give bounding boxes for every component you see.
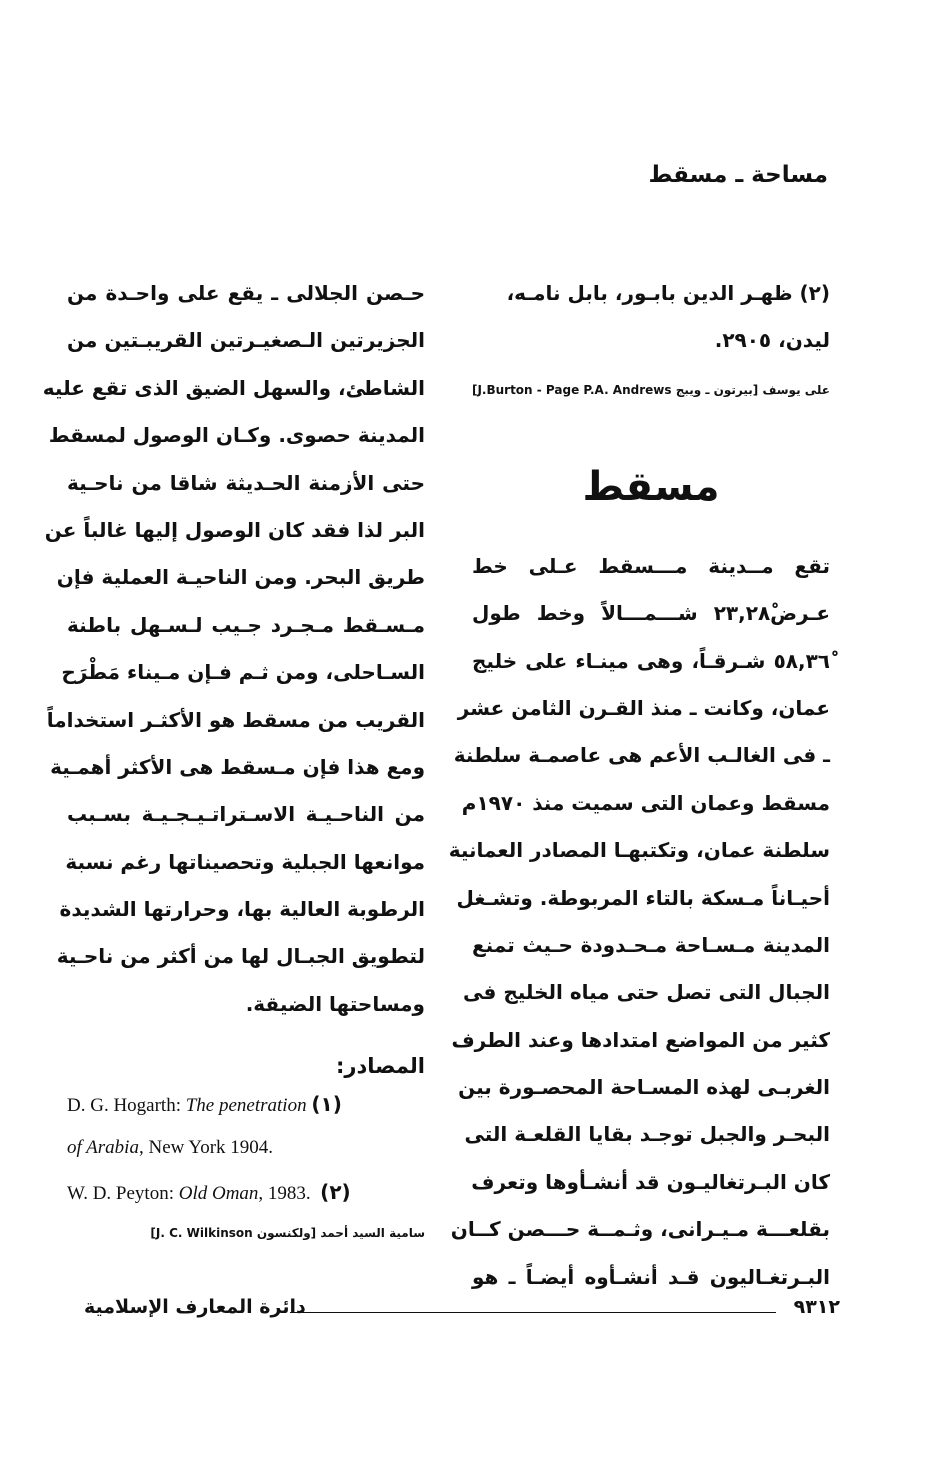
page-number: ٩٣١٢ [793, 1296, 840, 1318]
body-line: أحيـاناً مـسكة بالتاء المربوطة. وتشـغل [456, 885, 830, 910]
reference-title: of Arabia [67, 1137, 139, 1159]
left-body-text [42, 270, 425, 1028]
reference-1 [67, 1082, 425, 1126]
body-line: الشاطئ، والسهل الضيق الذى تقع عليه [42, 375, 425, 400]
reference-text: D. G. Hogarth: [67, 1095, 186, 1117]
body-line: السـاحلى، ومن ثـم فـإن مـيناء مَطْرَح [61, 660, 425, 685]
body-line: ومساحتها الضيقة. [245, 991, 425, 1016]
body-line: طريق البحر. ومن الناحيـة العملية فإن [56, 565, 425, 590]
body-line: مسقط وعمان التى سميت منذ ١٩٧٠م [461, 790, 830, 815]
footer-rule [290, 1312, 776, 1313]
body-line: المدينة حصوى. وكـان الوصول لمسقط [48, 423, 425, 448]
body-line: لتطويق الجبـال لها من أكثر من ناحـية [56, 944, 425, 969]
reference-title: The penetration [185, 1095, 307, 1117]
right-body-text [448, 543, 830, 1301]
body-line: موانعها الجبلية وتحصيناتها رغم نسبة [65, 849, 425, 874]
left-column [42, 270, 425, 1241]
body-line: مـسـقط مـجـرد جـيب لـسـهل باطنة [67, 612, 425, 637]
body-line: ٥٨,٣٦ْ شـرقـاً، وهى مينـاء على خليج [472, 648, 830, 673]
body-line: الرطوبة العالية بها، وحرارتها الشديدة [59, 897, 425, 922]
body-line: الجزيرتين الـصغيـرتين القريبـتين من [67, 328, 425, 353]
prev-ref-line: (٢) ظهـر الدين بابـور، بابل نامـه، [506, 281, 830, 305]
reference-tail: , 1983. [258, 1183, 311, 1205]
body-line: القريب من مسقط هو الأكثـر استخداماً [46, 707, 425, 732]
body-line: من الناحـيـة الاسـتراتـيـجـيـة بسـبب [67, 802, 425, 827]
body-line: ـ فى الغالـب الأعم هى عاصمـة سلطنة [453, 743, 830, 768]
body-line: المدينة مـسـاحة مـحـدودة حـيث تمنع [472, 932, 830, 957]
prev-article-signature: على يوسف [بيرتون ـ ويبج J.Burton - Page P.A. Andrews] [471, 382, 830, 397]
reference-text: W. D. Peyton: [67, 1183, 179, 1205]
right-column [448, 270, 830, 1301]
publication-name: دائرة المعارف الإسلامية [84, 1296, 306, 1318]
body-line: ومع هذا فإن مـسقط هى الأكثر أهمـية [50, 754, 425, 779]
body-line: تقع مــدينة مـــسقط عـلى خط [472, 553, 830, 578]
article-signature: سامية السيد أحمد [ولكنسون J. C. Wilkinson] [150, 1226, 425, 1241]
body-line: البر لذا فقد كان الوصول إليها غالباً عن [44, 517, 425, 542]
page-footer [84, 1296, 840, 1326]
body-line: الجبال التى تصل حتى مياه الخليج فى [463, 980, 830, 1005]
body-line: حتى الأزمنة الحـديثة شاقا من ناحـية [67, 470, 425, 495]
body-line: الغربـى لهذه المسـاحة المحصـورة بين [458, 1075, 830, 1100]
reference-title: Old Oman [178, 1183, 259, 1205]
article-title: مسقط [582, 463, 720, 510]
body-line: عمان، وكانت ـ منذ القـرن الثامن عشر [457, 695, 830, 720]
body-line: بقلعـــة مـيـرانى، وثـمــة حـــصن كــان [450, 1217, 830, 1242]
body-line: كثير من المواضع امتدادها وعند الطرف [451, 1027, 830, 1052]
reference-number: (١) [311, 1092, 342, 1117]
body-line: سلطنة عمان، وتكتبهـا المصادر العمانية [448, 838, 830, 863]
sources-header: المصادر: [335, 1054, 425, 1079]
body-line: حـصن الجلالى ـ يقع على واحـدة من [67, 281, 425, 305]
prev-ref-line: ليدن، ٢٩٠٥. [714, 328, 830, 353]
running-head: مساحة ـ مسقط [648, 162, 828, 188]
reference-1-cont [67, 1126, 425, 1170]
body-line: البحـر والجبل توجـد بقايا القلعـة التى [464, 1122, 830, 1147]
reference-2 [67, 1170, 425, 1214]
body-line: عـرض٢٣,٢٨ْ شـــمـــالاً وخط طول [472, 601, 830, 626]
reference-text: , New York 1904. [138, 1137, 274, 1159]
body-line: كان البـرتغاليـون قد أنشـأوها وتعرف [471, 1169, 830, 1194]
body-line: البـرتغـاليون قـد أنشـأوه أيضـاً ـ هو [472, 1264, 830, 1289]
reference-number: (٢) [320, 1180, 351, 1205]
